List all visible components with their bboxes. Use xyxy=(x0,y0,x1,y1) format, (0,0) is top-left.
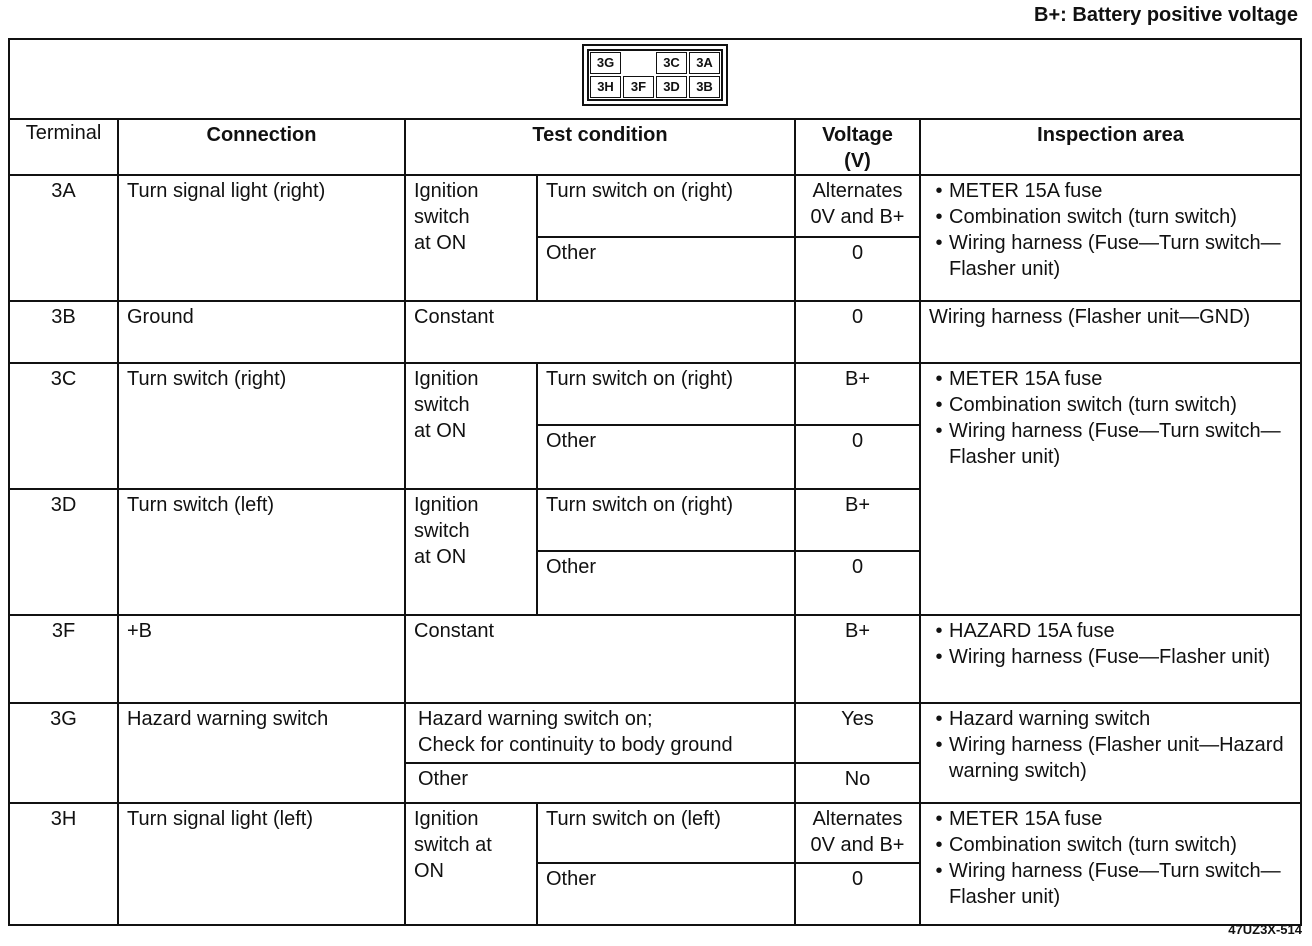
inspection-item: • METER 15A fuse xyxy=(929,178,1292,204)
connector-pin: 3A xyxy=(689,52,720,74)
header-voltage-line1: Voltage xyxy=(822,124,893,146)
connector-pin: 3G xyxy=(590,52,621,74)
header-voltage xyxy=(795,119,920,175)
condition-line: at ON xyxy=(414,232,467,254)
inspection-item: • HAZARD 15A fuse xyxy=(929,618,1292,644)
connector-pin: 3H xyxy=(590,76,621,98)
subcondition-cell: Other xyxy=(537,551,795,615)
voltage-cell: 0 xyxy=(795,863,920,925)
condition-line: switch xyxy=(414,520,470,542)
subcondition-cell: Turn switch on (left) xyxy=(537,803,795,863)
condition-line: Ignition xyxy=(414,808,479,830)
condition-line: Ignition xyxy=(414,368,479,390)
inspection-cell xyxy=(920,803,1301,925)
condition-line: Check for continuity to body ground xyxy=(418,734,733,756)
connection-cell: Hazard warning switch xyxy=(118,703,405,803)
inspection-cell xyxy=(920,615,1301,703)
voltage-line: Alternates xyxy=(812,180,903,202)
condition-cell: Constant xyxy=(405,615,795,703)
inspection-item: • Wiring harness (Fuse—Turn switch—Flasher unit) xyxy=(929,858,1292,910)
terminal-cell: 3A xyxy=(9,175,118,301)
condition-line: switch at xyxy=(414,834,492,856)
condition-cell xyxy=(405,363,537,489)
legend-note: B+: Battery positive voltage xyxy=(1034,4,1298,26)
header-connection: Connection xyxy=(118,119,405,175)
voltage-cell: 0 xyxy=(795,301,920,363)
connector-pin: 3C xyxy=(656,52,687,74)
connector-pin-empty xyxy=(623,52,654,74)
connector-pin: 3F xyxy=(623,76,654,98)
condition-line: Ignition xyxy=(414,494,479,516)
voltage-line: 0V and B+ xyxy=(810,834,905,856)
condition-line: Hazard warning switch on; xyxy=(418,708,653,730)
condition-line: at ON xyxy=(414,546,467,568)
subcondition-cell: Turn switch on (right) xyxy=(537,489,795,551)
voltage-cell: 0 xyxy=(795,551,920,615)
terminal-cell: 3D xyxy=(9,489,118,615)
voltage-cell: B+ xyxy=(795,489,920,551)
connection-cell: Turn signal light (left) xyxy=(118,803,405,925)
condition-cell xyxy=(405,489,537,615)
inspection-item: • Combination switch (turn switch) xyxy=(929,204,1292,230)
voltage-cell xyxy=(795,803,920,863)
voltage-cell: No xyxy=(795,763,920,803)
inspection-cell xyxy=(920,175,1301,301)
header-terminal: Terminal xyxy=(9,119,118,175)
subcondition-cell: Other xyxy=(537,863,795,925)
terminal-cell: 3C xyxy=(9,363,118,489)
voltage-cell: 0 xyxy=(795,237,920,301)
connection-cell: Turn switch (right) xyxy=(118,363,405,489)
header-voltage-line2: (V) xyxy=(844,150,871,172)
voltage-cell: 0 xyxy=(795,425,920,489)
subcondition-cell: Turn switch on (right) xyxy=(537,175,795,237)
connector-diagram-cell xyxy=(9,39,1301,119)
subcondition-cell: Other xyxy=(537,237,795,301)
connector-diagram xyxy=(582,44,728,106)
subcondition-cell: Turn switch on (right) xyxy=(537,363,795,425)
inspection-item: • Combination switch (turn switch) xyxy=(929,392,1292,418)
inspection-cell xyxy=(920,703,1301,803)
condition-cell xyxy=(405,703,795,763)
voltage-line: 0V and B+ xyxy=(810,206,905,228)
connector-pin: 3B xyxy=(689,76,720,98)
connection-cell: Turn signal light (right) xyxy=(118,175,405,301)
connection-cell: Turn switch (left) xyxy=(118,489,405,615)
voltage-cell: B+ xyxy=(795,363,920,425)
condition-line: at ON xyxy=(414,420,467,442)
condition-cell: Constant xyxy=(405,301,795,363)
inspection-item: • METER 15A fuse xyxy=(929,806,1292,832)
condition-cell xyxy=(405,175,537,301)
inspection-item: • Hazard warning switch xyxy=(929,706,1292,732)
voltage-cell xyxy=(795,175,920,237)
header-test-condition: Test condition xyxy=(405,119,795,175)
inspection-item: • Wiring harness (Fuse—Flasher unit) xyxy=(929,644,1292,670)
voltage-line: Alternates xyxy=(812,808,903,830)
terminal-cell: 3F xyxy=(9,615,118,703)
terminal-cell: 3B xyxy=(9,301,118,363)
inspection-cell xyxy=(920,363,1301,615)
inspection-item: • Wiring harness (Flasher unit—Hazard warning switch) xyxy=(929,732,1292,784)
condition-line: switch xyxy=(414,394,470,416)
voltage-cell: B+ xyxy=(795,615,920,703)
connection-cell: Ground xyxy=(118,301,405,363)
connection-cell: +B xyxy=(118,615,405,703)
condition-cell xyxy=(405,803,537,925)
inspection-item: • METER 15A fuse xyxy=(929,366,1292,392)
inspection-item: • Wiring harness (Fuse—Turn switch—Flasher unit) xyxy=(929,230,1292,282)
inspection-item: • Wiring harness (Fuse—Turn switch—Flasher unit) xyxy=(929,418,1292,470)
condition-cell: Other xyxy=(405,763,795,803)
condition-line: Ignition xyxy=(414,180,479,202)
subcondition-cell: Other xyxy=(537,425,795,489)
terminal-cell: 3H xyxy=(9,803,118,925)
header-inspection: Inspection area xyxy=(920,119,1301,175)
figure-reference-code: 47UZ3X-514 xyxy=(1228,922,1302,937)
terminal-cell: 3G xyxy=(9,703,118,803)
voltage-cell: Yes xyxy=(795,703,920,763)
condition-line: switch xyxy=(414,206,470,228)
condition-line: ON xyxy=(414,860,444,882)
inspection-item: • Combination switch (turn switch) xyxy=(929,832,1292,858)
connector-pin: 3D xyxy=(656,76,687,98)
inspection-cell: Wiring harness (Flasher unit—GND) xyxy=(920,301,1301,363)
terminal-voltage-table xyxy=(8,38,1302,926)
